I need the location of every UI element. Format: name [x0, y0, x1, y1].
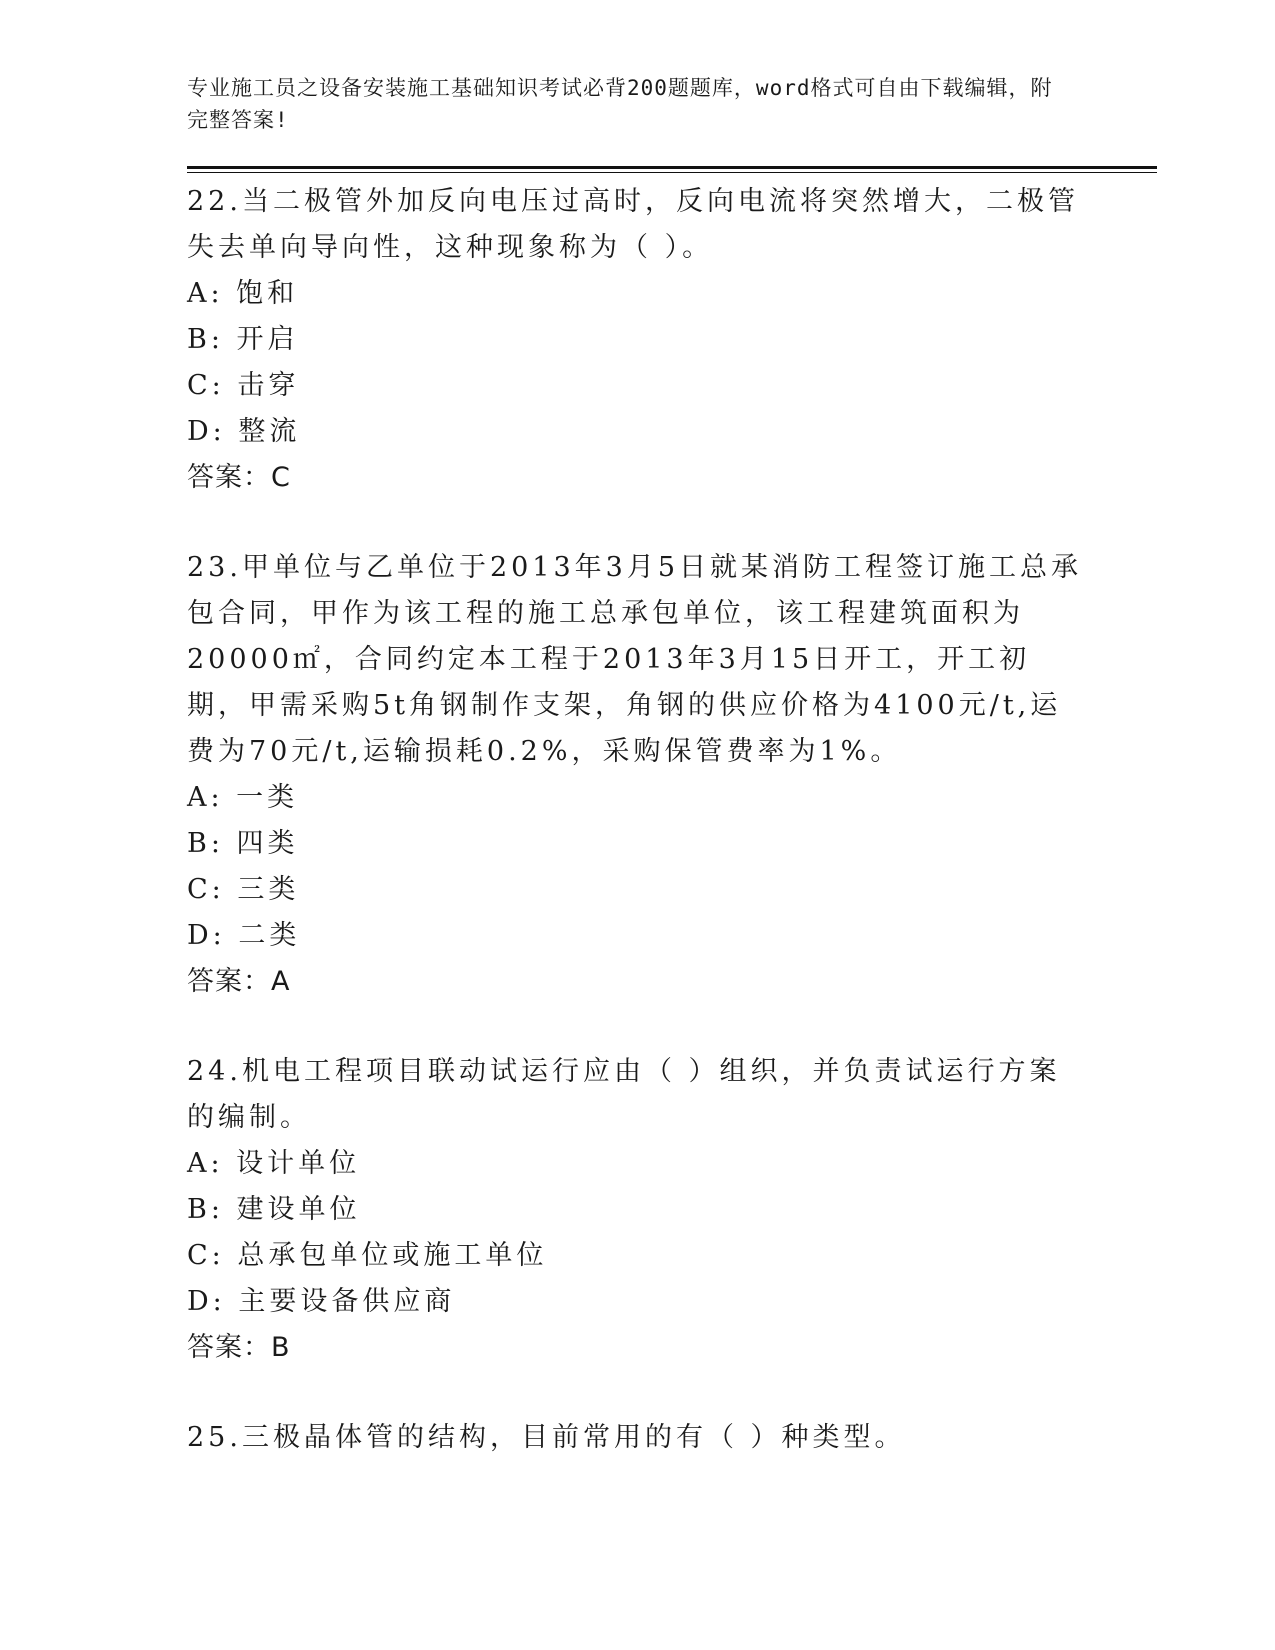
option-d: D: 二类 — [187, 920, 301, 951]
question-text: 24.机电工程项目联动试运行应由（ ）组织，并负责试运行方案的编制。 — [187, 1056, 1061, 1133]
question-24 — [187, 1049, 1157, 1371]
question-text: 23.甲单位与乙单位于2013年3月5日就某消防工程签订施工总承包合同，甲作为该工程的施工总承包单位，该工程建筑面积为20000㎡，合同约定本工程于2013年3月15日开工，开工初期，甲需采购5t角钢制作支架，角钢的供应价格为4100元/t,运费为70元/t,运输损耗0.2%，采购保管费率为1%。 — [187, 552, 1083, 767]
question-23 — [187, 545, 1157, 1005]
option-c: C: 总承包单位或施工单位 — [187, 1240, 548, 1271]
option-a: A: 饱和 — [187, 278, 299, 309]
option-d: D: 整流 — [187, 416, 301, 447]
option-c: C: 击穿 — [187, 370, 300, 401]
answer: 答案：A — [187, 966, 291, 997]
option-b: B: 四类 — [187, 828, 299, 859]
option-a: A: 设计单位 — [187, 1148, 361, 1179]
header-divider — [187, 166, 1157, 173]
answer: 答案：C — [187, 462, 291, 493]
option-b: B: 建设单位 — [187, 1194, 361, 1225]
document-header: 专业施工员之设备安装施工基础知识考试必背200题题库，word格式可自由下载编辑，附完整答案! — [187, 76, 1053, 132]
document-page — [187, 72, 1157, 1461]
option-c: C: 三类 — [187, 874, 300, 905]
question-22 — [187, 179, 1157, 501]
option-d: D: 主要设备供应商 — [187, 1286, 456, 1317]
question-25 — [187, 1415, 1157, 1461]
question-text: 25.三极晶体管的结构，目前常用的有（ ）种类型。 — [187, 1422, 906, 1453]
answer: 答案：B — [187, 1332, 291, 1363]
option-b: B: 开启 — [187, 324, 299, 355]
option-a: A: 一类 — [187, 782, 299, 813]
question-text: 22.当二极管外加反向电压过高时，反向电流将突然增大，二极管失去单向导向性，这种现象称为（ ）。 — [187, 186, 1079, 263]
